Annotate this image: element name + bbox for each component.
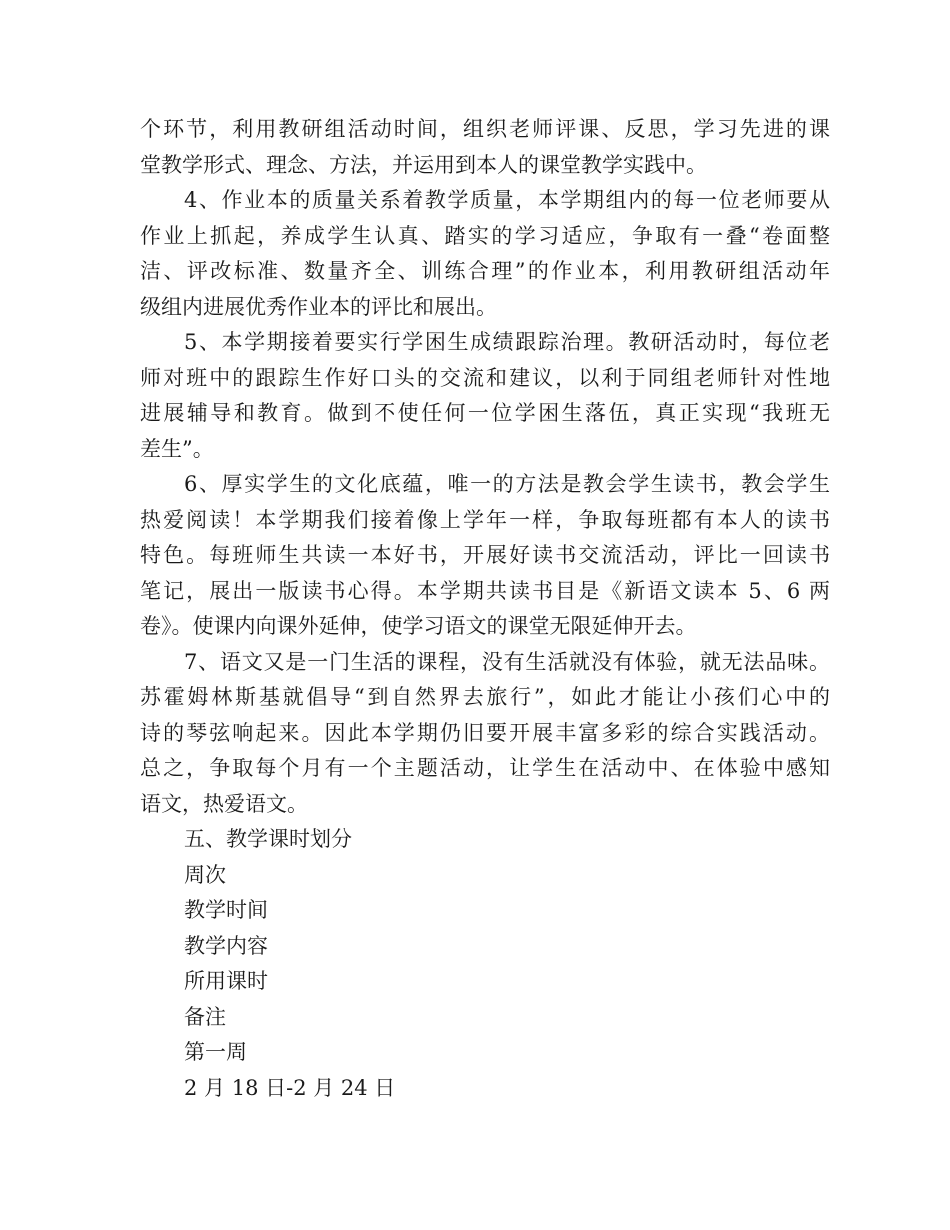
text-line: 语文，热爱语文。 [140, 791, 308, 816]
text-line: 诗的琴弦响起来。因此本学期仍旧要开展丰富多彩的综合实践活动。 [140, 720, 830, 745]
table-header-notes: 备注 [184, 1004, 226, 1029]
table-header-hours: 所用课时 [184, 969, 268, 993]
schedule-table [140, 858, 830, 1107]
text-line: 堂教学形式、理念、方法，并运用到本人的课堂教学实践中。 [140, 152, 707, 177]
text-line: 进展辅导和教育。做到不使任何一位学困生落伍，真正实现“我班无 [140, 401, 830, 425]
table-header-content: 教学内容 [184, 933, 268, 958]
table-header-week: 周次 [184, 862, 226, 887]
table-cell-date-range: 2 月 18 日-2 月 24 日 [184, 1075, 396, 1100]
text-line: 4、作业本的质量关系着教学质量，本学期组内的每一位老师要从 [184, 188, 830, 212]
text-line: 作业上抓起，养成学生认真、踏实的学习适应，争取有一叠“卷面整 [140, 223, 830, 248]
text-line: 7、语文又是一门生活的课程，没有生活就没有体验，就无法品味。 [184, 649, 830, 674]
paragraph-item-4 [140, 183, 830, 325]
text-line: 5、本学期接着要实行学困生成绩跟踪治理。教研活动时，每位老 [184, 330, 830, 354]
text-line: 苏霍姆林斯基就倡导“到自然界去旅行”，如此才能让小孩们心中的 [140, 685, 830, 709]
document-body [140, 112, 830, 1106]
text-line: 洁、评改标准、数量齐全、训练合理”的作业本，利用教研组活动年 [140, 259, 830, 283]
text-line: 卷》。使课内向课外延伸，使学习语文的课堂无限延伸开去。 [140, 614, 697, 638]
text-line: 笔记，展出一版读书心得。本学期共读书目是《新语文读本 5、6 两 [140, 578, 830, 603]
table-header-time: 教学时间 [184, 898, 268, 922]
paragraph-continued [140, 112, 830, 183]
paragraph-item-5 [140, 325, 830, 467]
paragraph-item-7 [140, 645, 830, 823]
paragraph-item-6 [140, 467, 830, 645]
text-line: 热爱阅读！本学期我们接着像上学年一样，争取每班都有本人的读书 [140, 507, 830, 532]
text-line: 6、厚实学生的文化底蕴，唯一的方法是教会学生读书，教会学生 [184, 472, 830, 496]
section-heading: 五、教学课时划分 [184, 827, 352, 851]
table-cell-week: 第一周 [184, 1040, 247, 1064]
text-line: 总之，争取每个月有一个主题活动，让学生在活动中、在体验中感知 [140, 756, 830, 780]
text-line: 个环节，利用教研组活动时间，组织老师评课、反思，学习先进的课 [140, 117, 830, 141]
text-line: 特色。每班师生共读一本好书，开展好读书交流活动，评比一回读书 [140, 543, 830, 567]
text-line: 差生”。 [140, 436, 214, 461]
text-line: 级组内进展优秀作业本的评比和展出。 [140, 294, 497, 319]
text-line: 师对班中的跟踪生作好口头的交流和建议，以利于同组老师针对性地 [140, 365, 830, 390]
